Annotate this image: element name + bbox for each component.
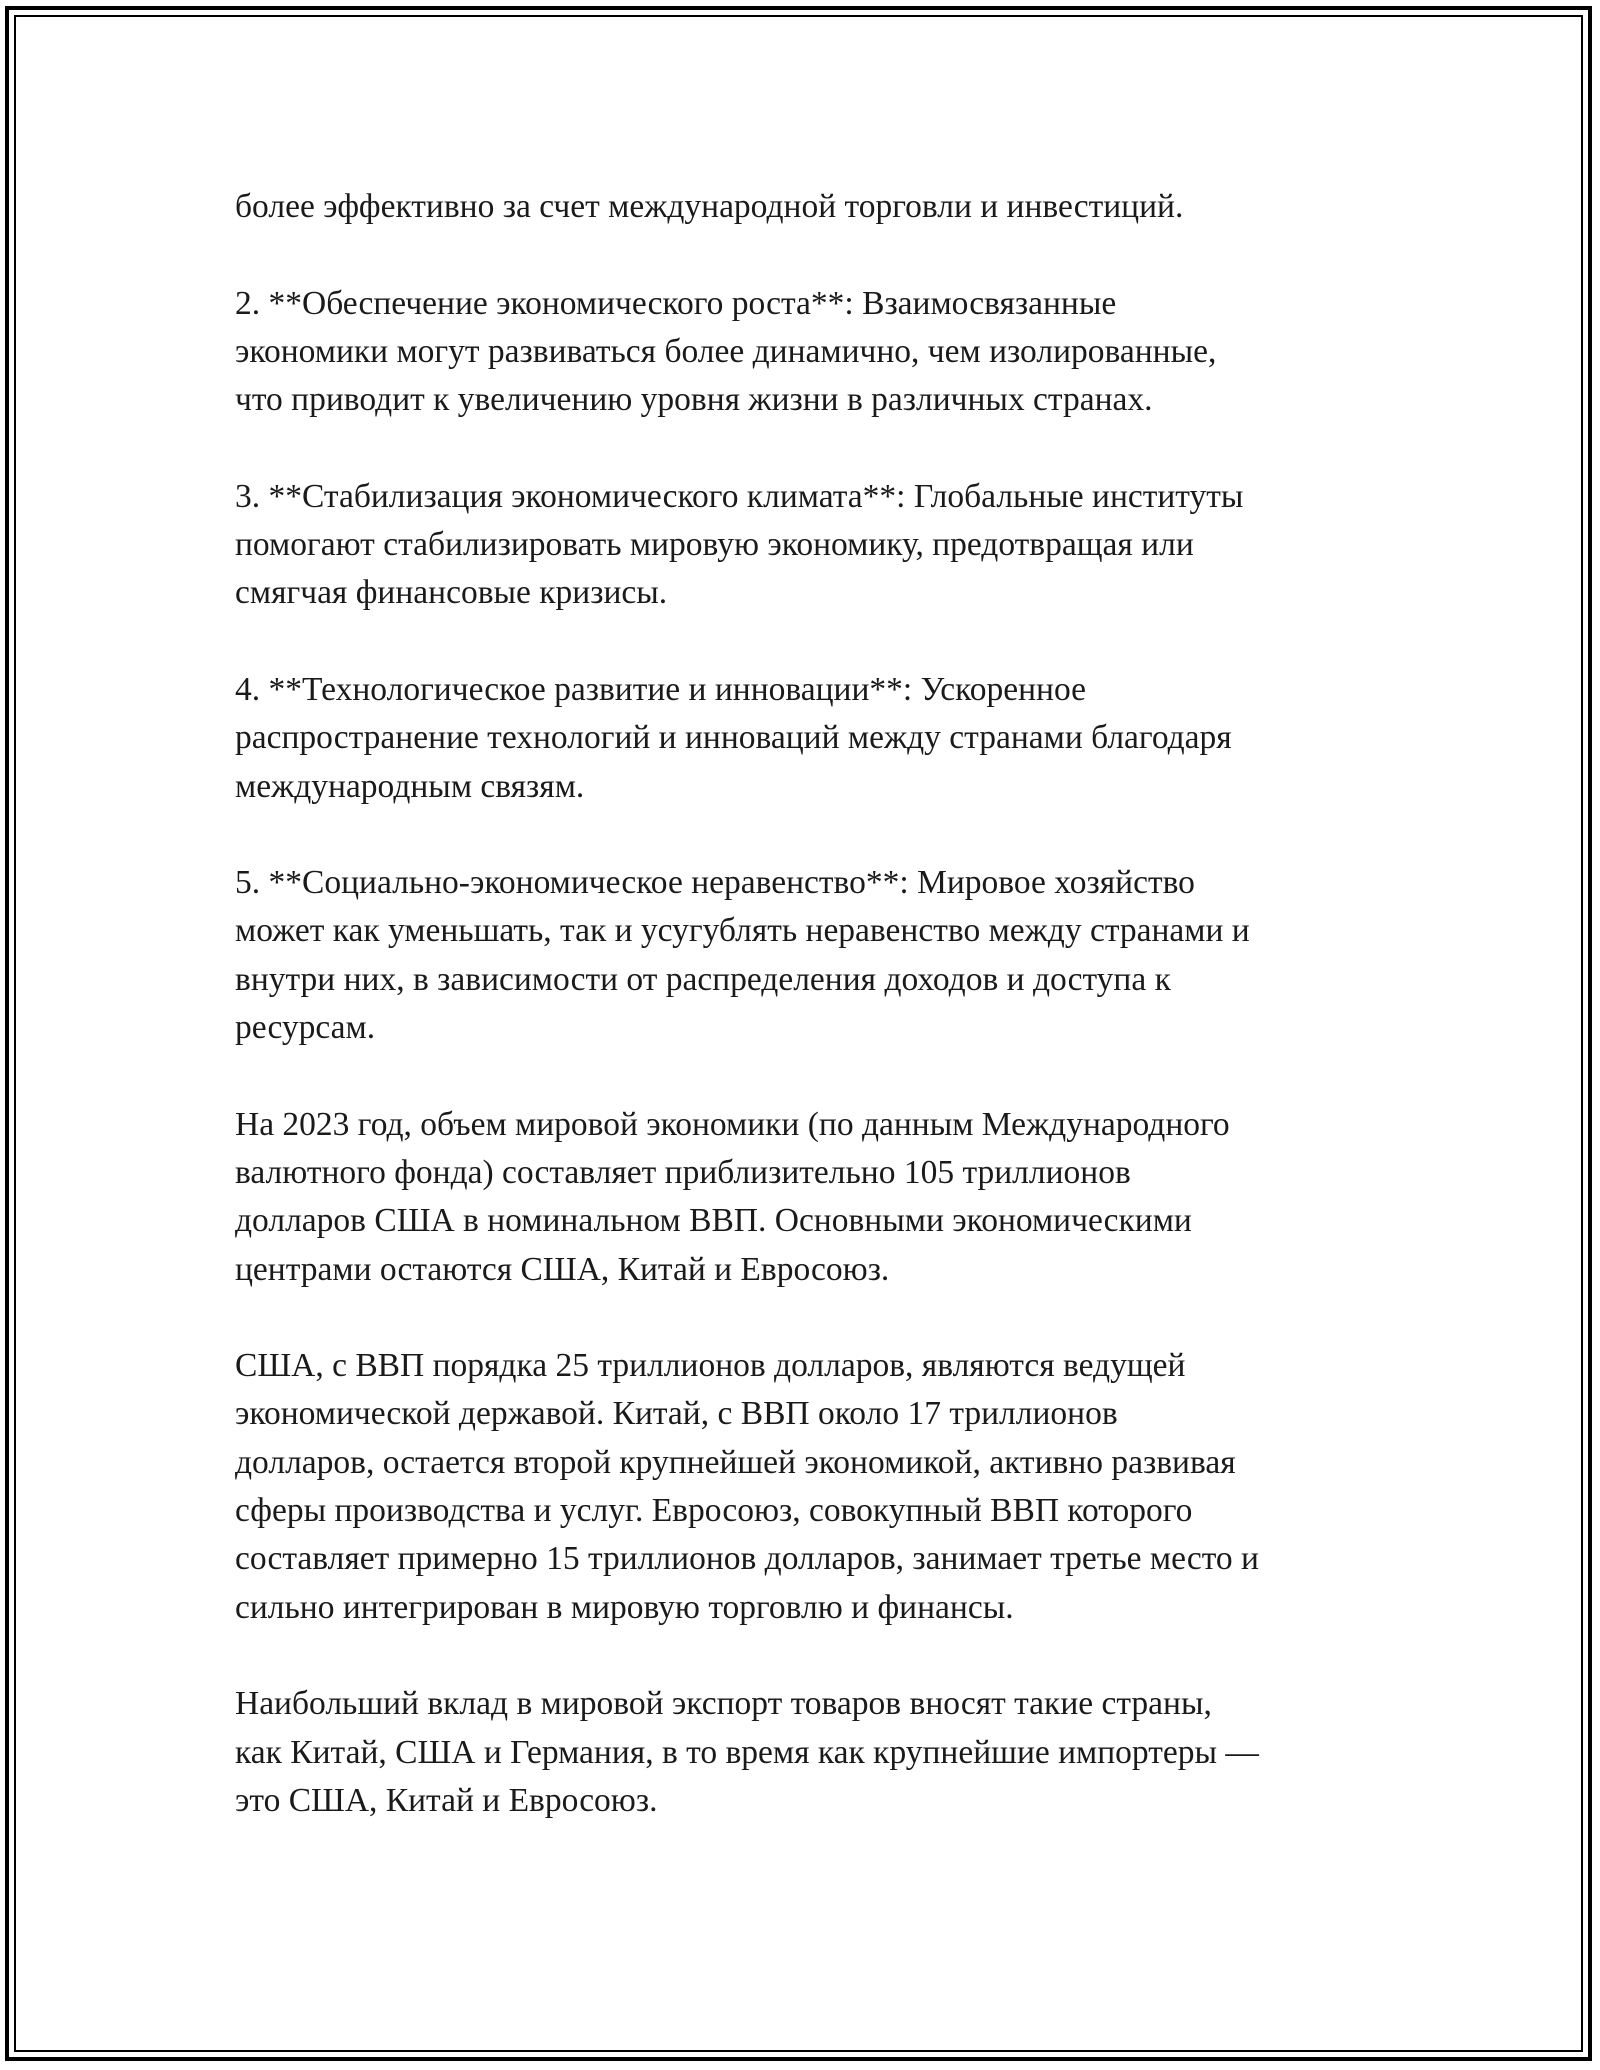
list-item-economic-climate: 3. **Стабилизация экономического климата**: Глобальные институты помогают стабилизировать мировую экономику, предотвращая или смягчая финансовые кризисы. <box>235 477 1244 612</box>
paragraph-exporters-importers: Наибольший вклад в мировой экспорт товаров вносят такие страны, как Китай, США и Германия, в то время как крупнейшие импортеры — это США, Китай и Евросоюз. <box>235 1685 1259 1819</box>
paragraph-world-economy-2023: На 2023 год, объем мировой экономики (по данным Международного валютного фонда) составляет приблизительно 105 триллионов долларов США в номинальном ВВП. Основными экономическими центрами остаются США, Китай и Евросоюз. <box>235 1105 1230 1288</box>
list-item-socioeconomic-inequality: 5. **Социально-экономическое неравенство**: Мировое хозяйство может как уменьшать, так и усугублять неравенство между странами и внутри них, в зависимости от распределения доходов и доступа к ресурсам. <box>235 864 1250 1047</box>
document-body <box>235 183 1375 1825</box>
paragraph-intro-continuation: более эффективно за счет международной торговли и инвестиций. <box>235 188 1184 225</box>
paragraph-gdp-leaders: США, с ВВП порядка 25 триллионов долларов, являются ведущей экономической державой. Китай, с ВВП около 17 триллионов долларов, остается второй крупнейшей экономикой, активно развивая сферы производства и услуг. Евросоюз, совокупный ВВП которого составляет примерно 15 триллионов долларов, занимает третье место и сильно интегрирован в мировую торговлю и финансы. <box>235 1347 1259 1626</box>
list-item-economic-growth: 2. **Обеспечение экономического роста**: Взаимосвязанные экономики могут развиваться более динамично, чем изолированные, что приводит к увеличению уровня жизни в различных странах. <box>235 284 1217 419</box>
list-item-technology-innovation: 4. **Технологическое развитие и инновации**: Ускоренное распространение технологий и инноваций между странами благодаря международным связям. <box>235 670 1232 805</box>
